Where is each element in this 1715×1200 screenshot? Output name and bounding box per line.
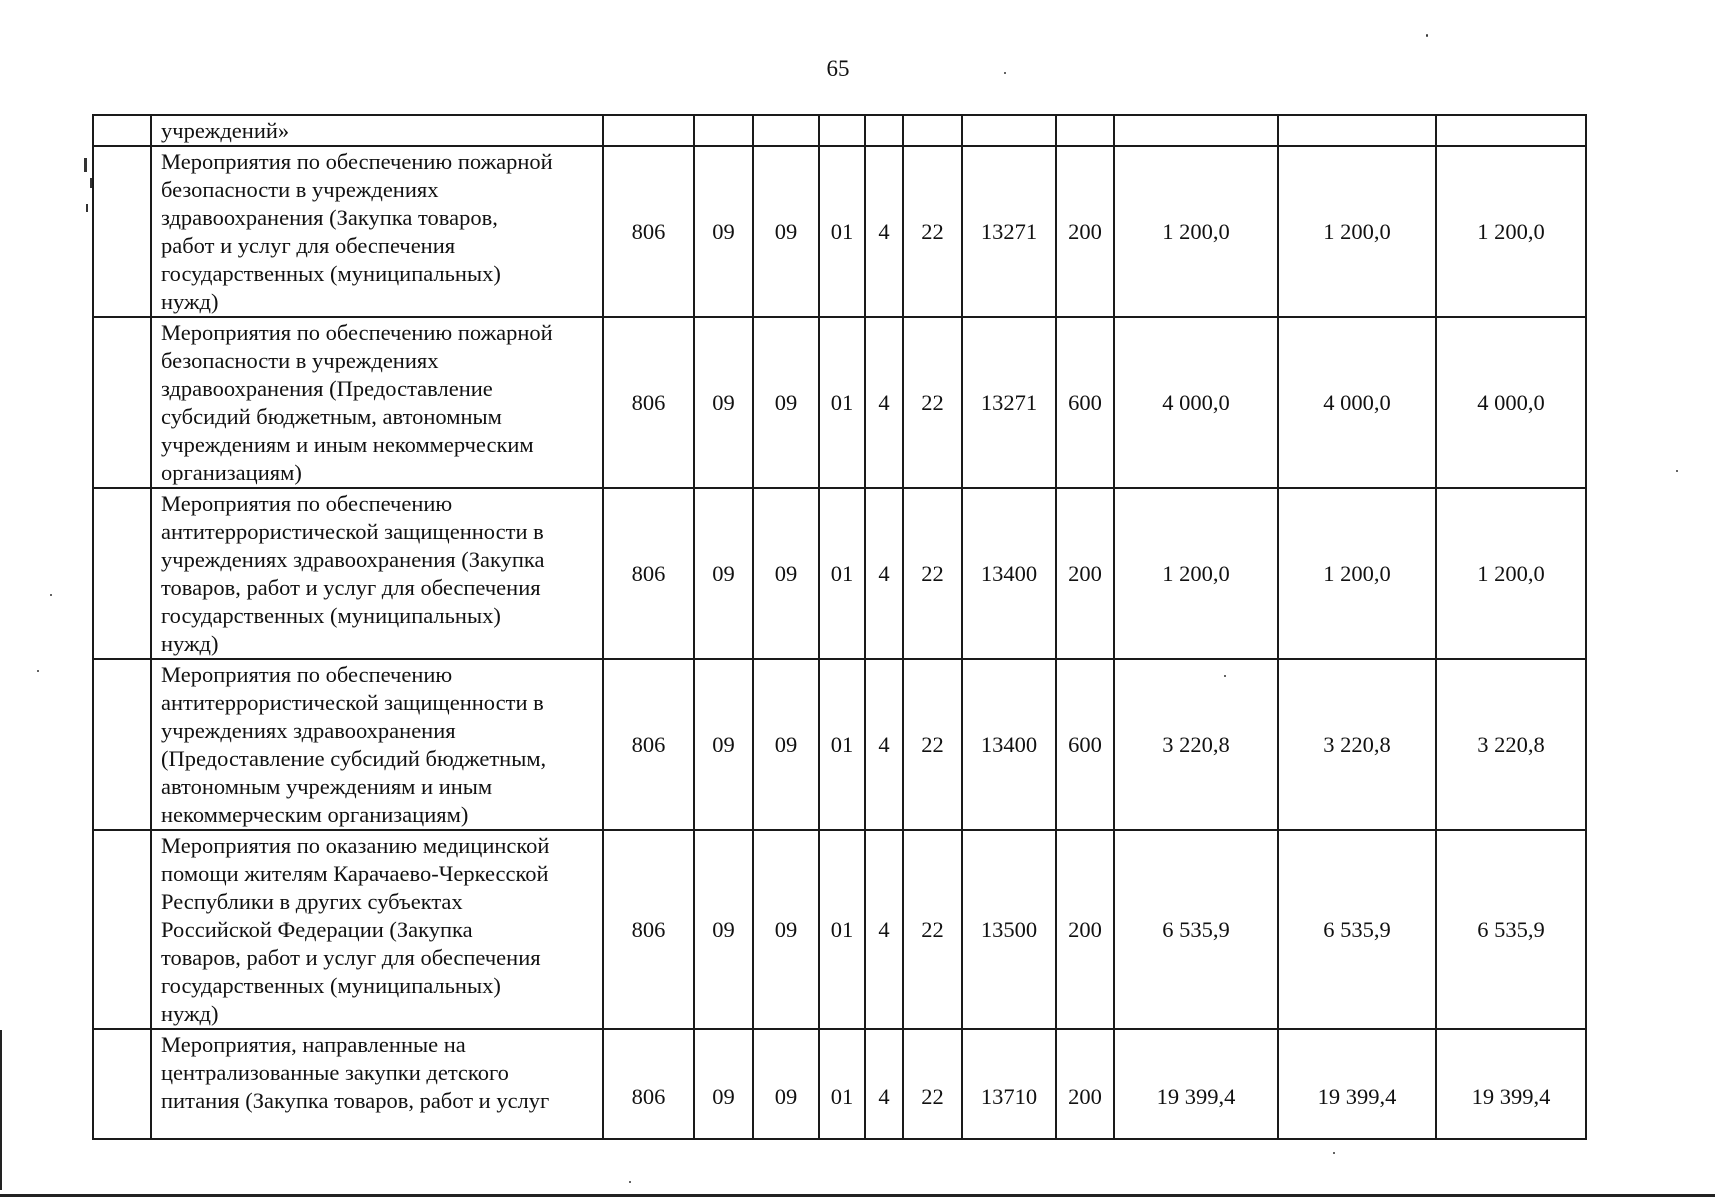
amount-year3-cell [1436, 115, 1586, 146]
ministry-code-cell: 806 [603, 659, 694, 830]
amount-year3-cell: 1 200,0 [1436, 146, 1586, 317]
table-row [93, 115, 1586, 146]
description-cell: Мероприятия по оказанию медицинской помощи жителям Карачаево-Черкесской Республики в других субъектах Российской Федерации (Закупка товаров, работ и услуг для обеспечения государственных (муниципальных) нужд) [151, 830, 603, 1029]
amount-year2-cell [1278, 115, 1436, 146]
section-code-cell: 09 [694, 830, 753, 1029]
budget-table [92, 114, 1587, 1140]
table-row [93, 1029, 1586, 1139]
amount-year3-cell: 19 399,4 [1436, 1029, 1586, 1139]
direction-code-cell: 13710 [962, 1029, 1056, 1139]
section-code-cell: 09 [694, 1029, 753, 1139]
section-code-cell [694, 115, 753, 146]
scan-speck [86, 204, 88, 212]
amount-year3-cell: 6 535,9 [1436, 830, 1586, 1029]
table-row [93, 317, 1586, 488]
subsection-code-cell: 09 [753, 659, 819, 830]
description-cell: Мероприятия по обеспечению антитеррористической защищенности в учреждениях здравоохранения (Закупка товаров, работ и услуг для обеспечения государственных (муниципальных) нужд) [151, 488, 603, 659]
direction-code-cell: 13400 [962, 488, 1056, 659]
page-number: 65 [826, 56, 850, 81]
ministry-code-cell: 806 [603, 488, 694, 659]
scan-speck [37, 670, 39, 672]
expense-type-code-cell: 200 [1056, 830, 1114, 1029]
expense-type-code-cell [1056, 115, 1114, 146]
amount-year2-cell: 6 535,9 [1278, 830, 1436, 1029]
program-code-cell: 01 [819, 659, 865, 830]
direction-code-cell: 13271 [962, 317, 1056, 488]
subprogram-code-cell: 4 [865, 659, 903, 830]
scan-speck [629, 1181, 631, 1183]
event-code-cell: 22 [903, 830, 962, 1029]
amount-year1-cell: 6 535,9 [1114, 830, 1278, 1029]
direction-code-cell: 13271 [962, 146, 1056, 317]
subsection-code-cell [753, 115, 819, 146]
subprogram-code-cell [865, 115, 903, 146]
scan-speck [1004, 72, 1006, 74]
subprogram-code-cell: 4 [865, 146, 903, 317]
row-number-cell [93, 1029, 151, 1139]
expense-type-code-cell: 600 [1056, 659, 1114, 830]
subprogram-code-cell: 4 [865, 830, 903, 1029]
amount-year2-cell: 4 000,0 [1278, 317, 1436, 488]
scan-speck [1333, 1152, 1335, 1154]
direction-code-cell [962, 115, 1056, 146]
row-number-cell [93, 659, 151, 830]
scan-speck [1676, 470, 1678, 472]
scan-speck [1426, 34, 1428, 37]
subsection-code-cell: 09 [753, 1029, 819, 1139]
table-row [93, 146, 1586, 317]
ministry-code-cell: 806 [603, 830, 694, 1029]
program-code-cell: 01 [819, 830, 865, 1029]
scan-speck [90, 178, 92, 188]
ministry-code-cell: 806 [603, 146, 694, 317]
event-code-cell: 22 [903, 317, 962, 488]
row-number-cell [93, 488, 151, 659]
subprogram-code-cell: 4 [865, 1029, 903, 1139]
amount-year1-cell [1114, 115, 1278, 146]
amount-year1-cell: 1 200,0 [1114, 146, 1278, 317]
row-number-cell [93, 146, 151, 317]
amount-year2-cell: 1 200,0 [1278, 488, 1436, 659]
subprogram-code-cell: 4 [865, 317, 903, 488]
scan-speck [84, 158, 87, 172]
section-code-cell: 09 [694, 317, 753, 488]
description-cell: Мероприятия по обеспечению пожарной безопасности в учреждениях здравоохранения (Закупка товаров, работ и услуг для обеспечения государственных (муниципальных) нужд) [151, 146, 603, 317]
table-row [93, 488, 1586, 659]
expense-type-code-cell: 200 [1056, 488, 1114, 659]
table-row [93, 659, 1586, 830]
ministry-code-cell: 806 [603, 1029, 694, 1139]
section-code-cell: 09 [694, 659, 753, 830]
row-number-cell [93, 830, 151, 1029]
scan-edge-line [0, 1194, 1715, 1197]
program-code-cell: 01 [819, 488, 865, 659]
program-code-cell: 01 [819, 317, 865, 488]
section-code-cell: 09 [694, 488, 753, 659]
subsection-code-cell: 09 [753, 146, 819, 317]
event-code-cell: 22 [903, 146, 962, 317]
amount-year2-cell: 19 399,4 [1278, 1029, 1436, 1139]
program-code-cell [819, 115, 865, 146]
scan-speck [1224, 675, 1226, 677]
ministry-code-cell [603, 115, 694, 146]
subprogram-code-cell: 4 [865, 488, 903, 659]
description-cell: Мероприятия по обеспечению антитеррористической защищенности в учреждениях здравоохранения (Предоставление субсидий бюджетным, автономным учреждениям и иным некоммерческим организациям) [151, 659, 603, 830]
event-code-cell: 22 [903, 659, 962, 830]
amount-year1-cell: 1 200,0 [1114, 488, 1278, 659]
amount-year1-cell: 19 399,4 [1114, 1029, 1278, 1139]
expense-type-code-cell: 600 [1056, 317, 1114, 488]
subsection-code-cell: 09 [753, 317, 819, 488]
event-code-cell [903, 115, 962, 146]
table-row [93, 830, 1586, 1029]
subsection-code-cell: 09 [753, 488, 819, 659]
amount-year2-cell: 3 220,8 [1278, 659, 1436, 830]
program-code-cell: 01 [819, 1029, 865, 1139]
ministry-code-cell: 806 [603, 317, 694, 488]
row-number-cell [93, 115, 151, 146]
amount-year3-cell: 1 200,0 [1436, 488, 1586, 659]
expense-type-code-cell: 200 [1056, 1029, 1114, 1139]
description-cell: учреждений» [151, 115, 603, 146]
expense-type-code-cell: 200 [1056, 146, 1114, 317]
amount-year3-cell: 4 000,0 [1436, 317, 1586, 488]
amount-year1-cell: 3 220,8 [1114, 659, 1278, 830]
section-code-cell: 09 [694, 146, 753, 317]
amount-year2-cell: 1 200,0 [1278, 146, 1436, 317]
description-cell: Мероприятия, направленные на централизованные закупки детского питания (Закупка товаров, работ и услуг [151, 1029, 603, 1139]
subsection-code-cell: 09 [753, 830, 819, 1029]
event-code-cell: 22 [903, 488, 962, 659]
direction-code-cell: 13400 [962, 659, 1056, 830]
amount-year1-cell: 4 000,0 [1114, 317, 1278, 488]
scan-speck [50, 594, 52, 596]
row-number-cell [93, 317, 151, 488]
scan-edge-line [0, 1030, 2, 1190]
program-code-cell: 01 [819, 146, 865, 317]
direction-code-cell: 13500 [962, 830, 1056, 1029]
description-cell: Мероприятия по обеспечению пожарной безопасности в учреждениях здравоохранения (Предоставление субсидий бюджетным, автономным учреждениям и иным некоммерческим организациям) [151, 317, 603, 488]
event-code-cell: 22 [903, 1029, 962, 1139]
amount-year3-cell: 3 220,8 [1436, 659, 1586, 830]
